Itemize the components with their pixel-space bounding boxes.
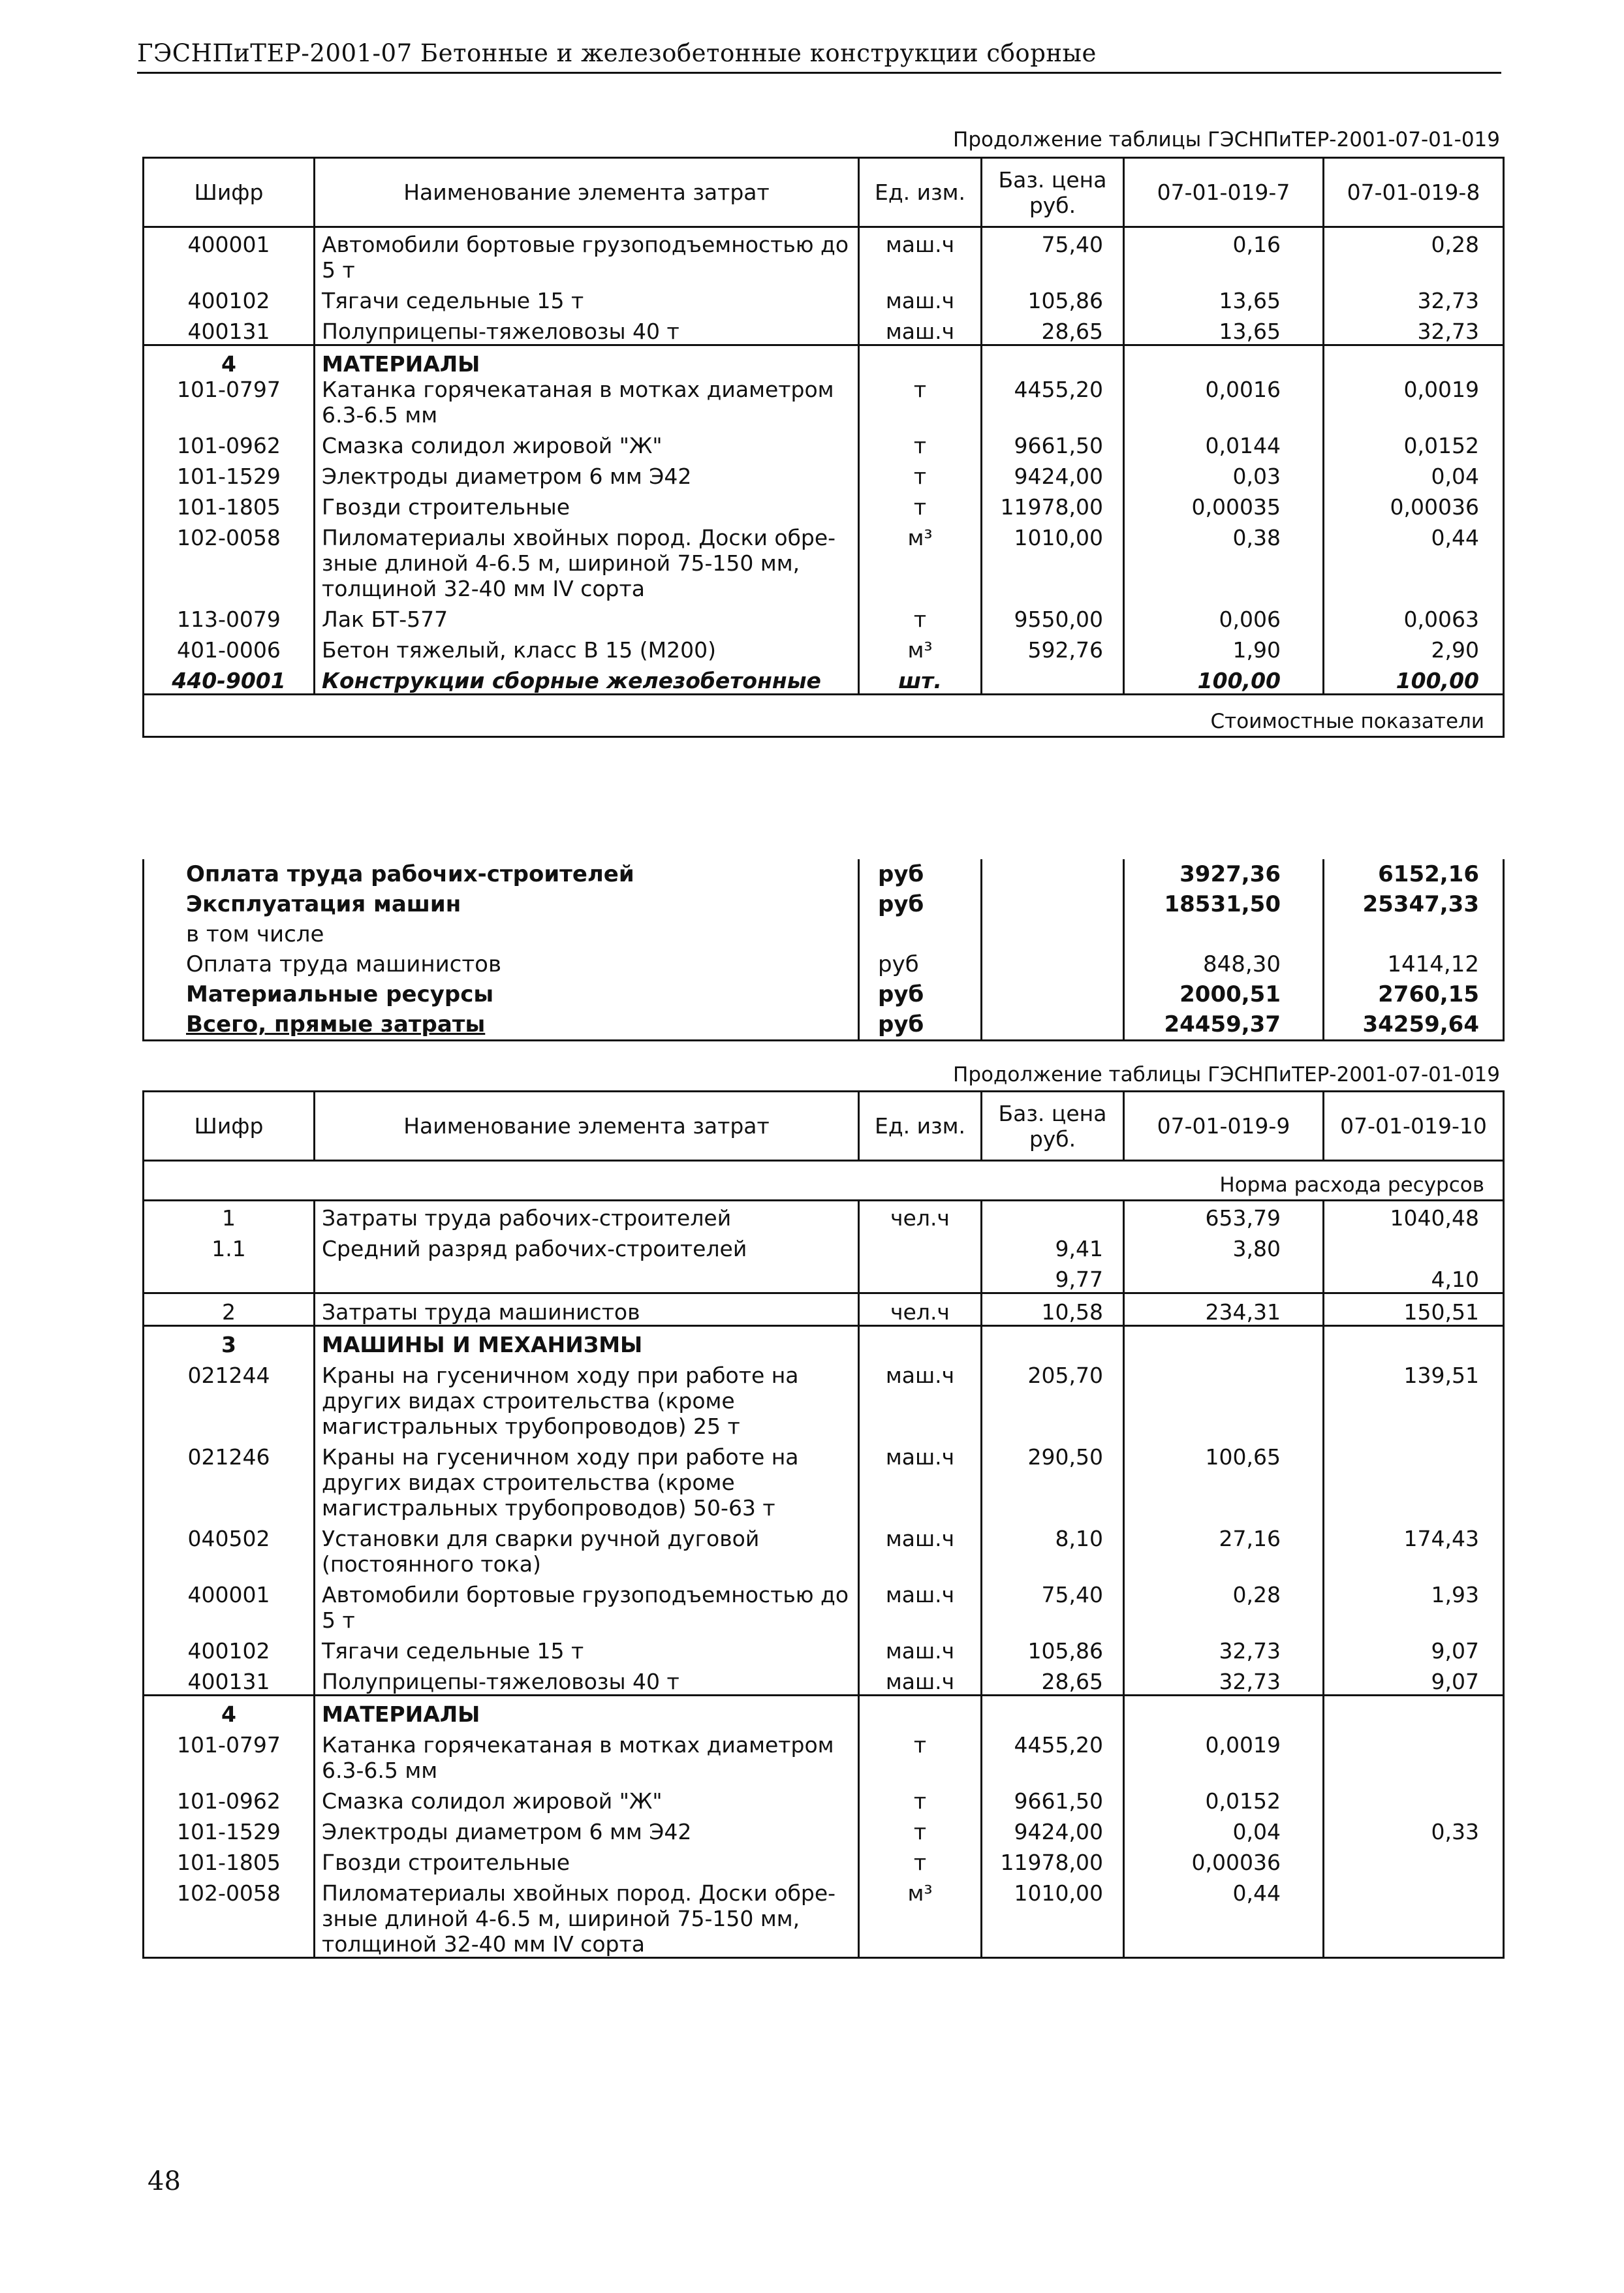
totals-label: Оплата труда рабочих-строителей	[144, 859, 859, 889]
totals-value-2: 1414,12	[1324, 949, 1504, 979]
totals-value-1: 18531,50	[1124, 889, 1324, 919]
cell-value-1: 0,006	[1124, 601, 1324, 632]
col-header-name: Наименование элемента затрат	[315, 158, 859, 227]
cell-unit: маш.ч	[859, 1521, 982, 1577]
cell-value-2: 0,00036	[1324, 489, 1504, 520]
cell-value-2: 32,73	[1324, 313, 1504, 345]
cell-name: Конструкции сборные железобетонные	[315, 663, 859, 695]
cell-price: 4455,20	[982, 377, 1124, 428]
cell-value-1: 100,00	[1124, 663, 1324, 695]
cell-code: 101-1529	[144, 458, 315, 489]
cell-price: 205,70	[982, 1357, 1124, 1439]
cell-name: Тягачи седельные 15 т	[315, 283, 859, 313]
totals-value-2: 34259,64	[1324, 1009, 1504, 1041]
col-header-rate-2: 07-01-019-10	[1324, 1092, 1504, 1161]
cell-value-1: 13,65	[1124, 283, 1324, 313]
cell-value-2	[1324, 1727, 1504, 1783]
cell-name: Электроды диаметром 6 мм Э42	[315, 458, 859, 489]
cell-name: Бетон тяжелый, класс В 15 (М200)	[315, 632, 859, 663]
cell-price: 9,41	[982, 1231, 1124, 1261]
cell-name: Средний разряд рабочих-строителей	[315, 1231, 859, 1261]
cell-name: Краны на гусеничном ходу при работе на других видах строительства (кроме магистральных трубопроводов) 50-63 т	[315, 1439, 859, 1521]
cell-name: Затраты труда машинистов	[315, 1293, 859, 1326]
cell-price: 75,40	[982, 227, 1124, 283]
cell-value-1: 0,04	[1124, 1814, 1324, 1844]
cell-unit: шт.	[859, 663, 982, 695]
cell-code: 021244	[144, 1357, 315, 1439]
cell-value-2	[1324, 1439, 1504, 1521]
band-resource-norm: Норма расхода ресурсов	[144, 1161, 1504, 1201]
cell-unit: маш.ч	[859, 1357, 982, 1439]
table2-band-row	[144, 1161, 1504, 1201]
table2-caption: Продолжение таблицы ГЭСНПиТЕР-2001-07-01-019	[953, 1063, 1500, 1086]
col-header-unit: Ед. изм.	[859, 158, 982, 227]
cell-code: 101-1805	[144, 1844, 315, 1875]
cell-code: 1	[144, 1201, 315, 1231]
cell-unit: маш.ч	[859, 1439, 982, 1521]
table-row	[144, 1293, 1504, 1326]
cell-unit: т	[859, 377, 982, 428]
totals-row	[144, 979, 1504, 1009]
table-row	[144, 1783, 1504, 1814]
cell-code: 102-0058	[144, 520, 315, 601]
cell-value-2: 139,51	[1324, 1357, 1504, 1439]
cell-name: Катанка горячекатаная в мотках диаметром 6.3-6.5 мм	[315, 377, 859, 428]
cell-unit: м³	[859, 1875, 982, 1958]
cell-value-1: 0,38	[1124, 520, 1324, 601]
table-row	[144, 1875, 1504, 1958]
cell-name: Автомобили бортовые грузоподъемностью до 5 т	[315, 1577, 859, 1633]
totals-value-1: 24459,37	[1124, 1009, 1324, 1041]
cell-name: Тягачи седельные 15 т	[315, 1633, 859, 1664]
cell-value-1: 234,31	[1124, 1293, 1324, 1326]
col-header-unit: Ед. изм.	[859, 1092, 982, 1161]
table-section-row	[144, 1326, 1504, 1358]
cell-value-1: 1,90	[1124, 632, 1324, 663]
totals-row	[144, 1009, 1504, 1041]
totals-label: Эксплуатация машин	[144, 889, 859, 919]
totals-unit: руб	[859, 979, 982, 1009]
cell-price: 1010,00	[982, 520, 1124, 601]
table-row	[144, 1261, 1504, 1293]
totals-value-1: 2000,51	[1124, 979, 1324, 1009]
totals-row	[144, 889, 1504, 919]
cell-code: 400001	[144, 227, 315, 283]
table1-caption: Продолжение таблицы ГЭСНПиТЕР-2001-07-01-019	[953, 128, 1500, 151]
cell-unit: т	[859, 458, 982, 489]
cell-value-2: 150,51	[1324, 1293, 1504, 1326]
col-header-price: Баз. цена руб.	[982, 158, 1124, 227]
cell-value-1: 3,80	[1124, 1231, 1324, 1261]
totals-value-2: 6152,16	[1324, 859, 1504, 889]
cell-value-2: 0,0063	[1324, 601, 1504, 632]
table-row	[144, 283, 1504, 313]
cell-unit: м³	[859, 520, 982, 601]
cell-price: 9,77	[982, 1261, 1124, 1293]
table-row	[144, 1844, 1504, 1875]
cell-value-2: 0,33	[1324, 1814, 1504, 1844]
cell-value-2: 1,93	[1324, 1577, 1504, 1633]
table-row	[144, 227, 1504, 283]
table1-band-row	[144, 695, 1504, 737]
cell-value-1: 0,00035	[1124, 489, 1324, 520]
cell-code: 101-0797	[144, 377, 315, 428]
table-row	[144, 1727, 1504, 1783]
col-header-rate-1: 07-01-019-9	[1124, 1092, 1324, 1161]
cell-unit: т	[859, 601, 982, 632]
cell-value-2: 174,43	[1324, 1521, 1504, 1577]
cell-code: 400001	[144, 1577, 315, 1633]
table-row	[144, 1577, 1504, 1633]
cell-value-2: 0,28	[1324, 227, 1504, 283]
cell-unit: т	[859, 428, 982, 458]
totals-value-2: 25347,33	[1324, 889, 1504, 919]
cell-name: Пиломатериалы хвойных пород. Доски обре-зные длиной 4-6.5 м, шириной 75-150 мм, толщиной 32-40 мм IV сорта	[315, 520, 859, 601]
cell-price: 9424,00	[982, 458, 1124, 489]
cell-value-2	[1324, 1844, 1504, 1875]
totals-label: Оплата труда машинистов	[144, 949, 859, 979]
cell-code: 401-0006	[144, 632, 315, 663]
cell-price: 9661,50	[982, 1783, 1124, 1814]
cell-unit: т	[859, 1783, 982, 1814]
cell-value-2: 1040,48	[1324, 1201, 1504, 1231]
cell-value-1: 0,44	[1124, 1875, 1324, 1958]
totals-unit: руб	[859, 1009, 982, 1041]
table1-header-row	[144, 158, 1504, 227]
cell-value-1: 0,00036	[1124, 1844, 1324, 1875]
cell-unit	[859, 1261, 982, 1293]
cell-value-2: 0,0019	[1324, 377, 1504, 428]
cell-code: 400102	[144, 283, 315, 313]
cell-value-1: 0,0144	[1124, 428, 1324, 458]
cell-value-1: 32,73	[1124, 1633, 1324, 1664]
cell-name: Гвозди строительные	[315, 1844, 859, 1875]
col-header-price: Баз. цена руб.	[982, 1092, 1124, 1161]
table-row	[144, 489, 1504, 520]
cell-price: 10,58	[982, 1293, 1124, 1326]
cell-value-1: 653,79	[1124, 1201, 1324, 1231]
cell-code: 400102	[144, 1633, 315, 1664]
cell-value-1	[1124, 1357, 1324, 1439]
cell-value-1: 0,28	[1124, 1577, 1324, 1633]
cell-code: 2	[144, 1293, 315, 1326]
cell-price: 1010,00	[982, 1875, 1124, 1958]
cell-code: 3	[144, 1326, 315, 1358]
cell-code: 040502	[144, 1521, 315, 1577]
page-number: 48	[148, 2166, 181, 2196]
cell-name: Автомобили бортовые грузоподъемностью до 5 т	[315, 227, 859, 283]
cell-value-1: 0,03	[1124, 458, 1324, 489]
cell-value-1: 0,0152	[1124, 1783, 1324, 1814]
cell-code: 102-0058	[144, 1875, 315, 1958]
cell-code: 400131	[144, 313, 315, 345]
table-row	[144, 1231, 1504, 1261]
cell-name: Полуприцепы-тяжеловозы 40 т	[315, 313, 859, 345]
cell-value-2: 0,0152	[1324, 428, 1504, 458]
cell-name: Затраты труда рабочих-строителей	[315, 1201, 859, 1231]
cell-code: 101-0962	[144, 1783, 315, 1814]
cell-value-2: 0,44	[1324, 520, 1504, 601]
table-row	[144, 1357, 1504, 1439]
cell-value-2: 2,90	[1324, 632, 1504, 663]
cell-value-1: 0,0019	[1124, 1727, 1324, 1783]
cell-unit: маш.ч	[859, 1664, 982, 1696]
table-section-row	[144, 345, 1504, 377]
cell-price: 11978,00	[982, 489, 1124, 520]
cell-value-2: 100,00	[1324, 663, 1504, 695]
cell-value-1: 100,65	[1124, 1439, 1324, 1521]
section-title: МАТЕРИАЛЫ	[315, 345, 859, 377]
cell-unit: маш.ч	[859, 283, 982, 313]
cell-price: 11978,00	[982, 1844, 1124, 1875]
cell-value-1: 27,16	[1124, 1521, 1324, 1577]
cell-code: 101-1529	[144, 1814, 315, 1844]
cell-unit: маш.ч	[859, 1633, 982, 1664]
cell-price	[982, 663, 1124, 695]
cell-price: 75,40	[982, 1577, 1124, 1633]
cell-price: 105,86	[982, 283, 1124, 313]
cell-code: 113-0079	[144, 601, 315, 632]
cell-unit: т	[859, 1727, 982, 1783]
cell-code: 4	[144, 345, 315, 377]
cell-price: 9661,50	[982, 428, 1124, 458]
cell-value-2: 9,07	[1324, 1633, 1504, 1664]
cell-name: Установки для сварки ручной дуговой (постоянного тока)	[315, 1521, 859, 1577]
section-title: МАТЕРИАЛЫ	[315, 1696, 859, 1728]
totals-label: Всего, прямые затраты	[144, 1009, 859, 1041]
table-row	[144, 1664, 1504, 1696]
totals-value-1: 3927,36	[1124, 859, 1324, 889]
totals-unit: руб	[859, 889, 982, 919]
totals-unit: руб	[859, 859, 982, 889]
table-row	[144, 313, 1504, 345]
cell-name: Смазка солидол жировой "Ж"	[315, 428, 859, 458]
cell-value-2	[1324, 1231, 1504, 1261]
cell-value-1: 13,65	[1124, 313, 1324, 345]
cell-name: Гвозди строительные	[315, 489, 859, 520]
cell-name: Пиломатериалы хвойных пород. Доски обре-зные длиной 4-6.5 м, шириной 75-150 мм, толщиной 32-40 мм IV сорта	[315, 1875, 859, 1958]
cell-code: 101-1805	[144, 489, 315, 520]
cell-unit: маш.ч	[859, 1577, 982, 1633]
cell-code: 1.1	[144, 1231, 315, 1261]
table-row	[144, 663, 1504, 695]
cell-name: Смазка солидол жировой "Ж"	[315, 1783, 859, 1814]
table-row	[144, 601, 1504, 632]
cell-value-1	[1124, 1261, 1324, 1293]
col-header-rate-2: 07-01-019-8	[1324, 158, 1504, 227]
col-header-rate-1: 07-01-019-7	[1124, 158, 1324, 227]
cell-value-1: 0,0016	[1124, 377, 1324, 428]
cell-price	[982, 1201, 1124, 1231]
col-header-code: Шифр	[144, 1092, 315, 1161]
cell-unit: маш.ч	[859, 227, 982, 283]
table-row	[144, 1201, 1504, 1231]
cell-price: 9424,00	[982, 1814, 1124, 1844]
table-row	[144, 377, 1504, 428]
col-header-code: Шифр	[144, 158, 315, 227]
cell-code: 440-9001	[144, 663, 315, 695]
cell-value-1: 32,73	[1124, 1664, 1324, 1696]
running-header	[137, 38, 1501, 74]
cell-unit: чел.ч	[859, 1293, 982, 1326]
cell-price: 8,10	[982, 1521, 1124, 1577]
cell-unit: т	[859, 1814, 982, 1844]
table-row	[144, 1814, 1504, 1844]
section-title: МАШИНЫ И МЕХАНИЗМЫ	[315, 1326, 859, 1358]
cell-price: 4455,20	[982, 1727, 1124, 1783]
cell-value-2	[1324, 1783, 1504, 1814]
cell-unit: чел.ч	[859, 1201, 982, 1231]
cell-name: Лак БТ-577	[315, 601, 859, 632]
cell-code: 400131	[144, 1664, 315, 1696]
cell-unit	[859, 1231, 982, 1261]
table-row	[144, 1633, 1504, 1664]
cell-code: 021246	[144, 1439, 315, 1521]
band-cost-indicators: Стоимостные показатели	[144, 695, 1504, 737]
cell-code	[144, 1261, 315, 1293]
cell-name: Электроды диаметром 6 мм Э42	[315, 1814, 859, 1844]
totals-row	[144, 919, 1504, 949]
table1-totals	[142, 859, 1505, 1041]
cell-price: 290,50	[982, 1439, 1124, 1521]
cell-name: Катанка горячекатаная в мотках диаметром 6.3-6.5 мм	[315, 1727, 859, 1783]
col-header-name: Наименование элемента затрат	[315, 1092, 859, 1161]
cell-unit: т	[859, 1844, 982, 1875]
cell-price: 28,65	[982, 1664, 1124, 1696]
totals-row	[144, 859, 1504, 889]
totals-unit: руб	[859, 949, 982, 979]
cell-price: 592,76	[982, 632, 1124, 663]
cell-code: 101-0962	[144, 428, 315, 458]
running-header-title: ГЭСНПиТЕР-2001-07 Бетонные и железобетонные конструкции сборные	[137, 39, 1097, 67]
cell-value-1: 0,16	[1124, 227, 1324, 283]
cell-price: 28,65	[982, 313, 1124, 345]
totals-label: в том числе	[144, 919, 859, 949]
cell-unit: т	[859, 489, 982, 520]
cell-name	[315, 1261, 859, 1293]
cell-value-2: 9,07	[1324, 1664, 1504, 1696]
cell-name: Краны на гусеничном ходу при работе на других видах строительства (кроме магистральных трубопроводов) 25 т	[315, 1357, 859, 1439]
table-row	[144, 458, 1504, 489]
cell-unit: м³	[859, 632, 982, 663]
table1	[142, 157, 1505, 738]
table-row	[144, 520, 1504, 601]
table-row	[144, 1521, 1504, 1577]
cell-code: 4	[144, 1696, 315, 1728]
totals-value-2: 2760,15	[1324, 979, 1504, 1009]
table2	[142, 1090, 1505, 1959]
cell-price: 9550,00	[982, 601, 1124, 632]
cell-value-2: 0,04	[1324, 458, 1504, 489]
totals-value-1: 848,30	[1124, 949, 1324, 979]
table2-header-row	[144, 1092, 1504, 1161]
cell-name: Полуприцепы-тяжеловозы 40 т	[315, 1664, 859, 1696]
table-row	[144, 1439, 1504, 1521]
totals-row	[144, 949, 1504, 979]
cell-code: 101-0797	[144, 1727, 315, 1783]
cell-value-2: 4,10	[1324, 1261, 1504, 1293]
cell-unit: маш.ч	[859, 313, 982, 345]
table-row	[144, 632, 1504, 663]
cell-value-2	[1324, 1875, 1504, 1958]
cell-price: 105,86	[982, 1633, 1124, 1664]
totals-label: Материальные ресурсы	[144, 979, 859, 1009]
cell-value-2: 32,73	[1324, 283, 1504, 313]
table-section-row	[144, 1696, 1504, 1728]
table-row	[144, 428, 1504, 458]
